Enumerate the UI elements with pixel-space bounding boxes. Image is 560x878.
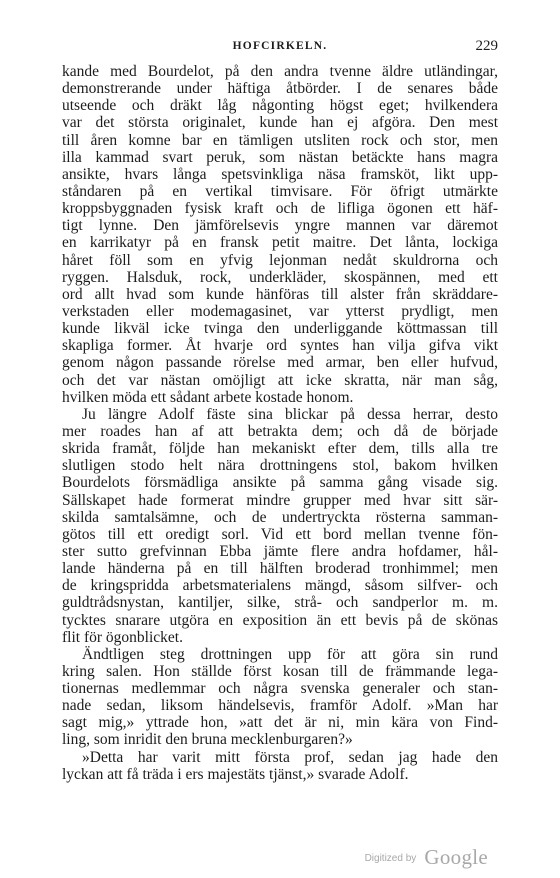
text-line: flit för ögonblicket. (62, 628, 183, 646)
text-line: Bourdelots försmädliga ansikte på samma gång visade sig. (62, 474, 498, 492)
digitized-by-google-watermark (365, 845, 488, 870)
text-line: utseende och dräkt låg någonting högst eget; hvilkendera (62, 97, 498, 115)
text-line: tigt lynne. Den jämförelsevis yngre mannen var däremot (62, 217, 498, 235)
text-line: verkstaden eller modemagasinet, var ytterst prydligt, men (62, 302, 498, 320)
text-line: skrida framåt, följde han mekaniskt efter dem, tills alla tre (62, 440, 498, 458)
text-line: nade sedan, liksom händelsevis, framför Adolf. »Man har (62, 697, 498, 715)
text-line: och det var nästan omöjligt att icke skratta, när man såg, (62, 371, 498, 389)
text-line: kande med Bourdelot, på den andra tvenne äldre utländingar, (62, 63, 498, 80)
text-line: slutligen stodo helt nära drottningens stol, bakom hvilken (62, 457, 498, 475)
text-line: skilda samtalsämne, och de undertryckta rösterna samman- (62, 508, 498, 526)
text-line: tionernas medlemmar och några svenska generaler och stan- (62, 680, 498, 698)
text-line: demonstrerande under häftiga åtbörder. I de senares både (62, 80, 498, 98)
text-line: götos till ett oredigt sorl. Vid ett bord mellan tvenne fön- (62, 525, 498, 543)
text-line: mer roades han af att betrakta dem; och då de började (62, 422, 498, 440)
body-text (62, 63, 498, 783)
text-line: var det största originalet, kunde han ej afgöra. Den mest (62, 114, 498, 132)
text-line: ord allt hvad som kunde hänföras till alster från skräddare- (62, 285, 498, 303)
text-line: kroppsbyggnaden fysisk kraft och de lifliga ögonen ett häf- (62, 200, 498, 218)
text-line: till åren komne bar en tämligen utsliten rock och stor, men (62, 131, 498, 149)
text-line: tycktes snarare utgöra en exposition än ett bevis på de skönas (62, 611, 498, 629)
text-line: ster sutto grefvinnan Ebba jämte flere andra hofdamer, hål- (62, 542, 498, 560)
text-line: skapliga former. Åt hvarje ord syntes han vilja gifva vikt (62, 337, 498, 355)
text-line: håret föll som en yfvig lejonman nedåt skuldrorna och (62, 251, 498, 269)
text-line: guldtrådsnystan, kantiljer, silke, strå- och sandperlor m. m. (62, 594, 498, 612)
text-line: lande händerna på en till hälften broderad tronhimmel; men (62, 560, 498, 578)
text-line: en karrikatyr på en fransk petit maitre. Det lånta, lockiga (62, 234, 498, 252)
text-line: Ju längre Adolf fäste sina blickar på dessa herrar, desto (82, 405, 498, 423)
running-head: HOFCIRKELN. (232, 40, 328, 52)
page-number: 229 (475, 38, 498, 54)
watermark-prefix: Digitized by (364, 853, 417, 864)
text-line: ling, som inridit den bruna mecklenburgaren?» (62, 731, 353, 749)
page-header (62, 40, 498, 60)
text-line: genom någon passande rörelse med armar, ben eller hufvud, (62, 354, 498, 372)
text-line: hvilken möda ett sådant arbete kostade honom. (62, 388, 354, 406)
text-line: kunde likväl icke tvinga den underliggande köttmassan till (62, 320, 498, 338)
text-line: Ändtligen steg drottningen upp för att göra sin rund (82, 645, 498, 663)
google-logo: Google (424, 845, 488, 869)
text-line: lyckan att få träda i ers majestäts tjänst,» svarade Adolf. (62, 765, 409, 783)
text-line: »Detta har varit mitt första prof, sedan jag hade den (82, 748, 498, 766)
text-line: illa kammad svart peruk, som nästan betäckte hans magra (62, 148, 498, 166)
text-line: kring salen. Hon ställde först kosan till de främmande lega- (62, 662, 498, 680)
text-line: sagt mig,» yttrade hon, »att det är ni, min kära von Find- (62, 714, 498, 732)
text-line: ryggen. Halsduk, rock, underkläder, skospännen, med ett (62, 268, 498, 286)
text-line: ansikte, hvars långa spetsvinkliga näsa framsköt, likt upp- (62, 165, 498, 183)
text-line: Sällskapet hade formerat mindre grupper med hvar sitt sär- (62, 491, 498, 509)
text-line: ståndaren på en vertikal timvisare. För öfrigt utmärkte (62, 182, 498, 200)
text-line: de kringspridda arbetsmaterialens mängd, såsom silfver- och (62, 577, 498, 595)
